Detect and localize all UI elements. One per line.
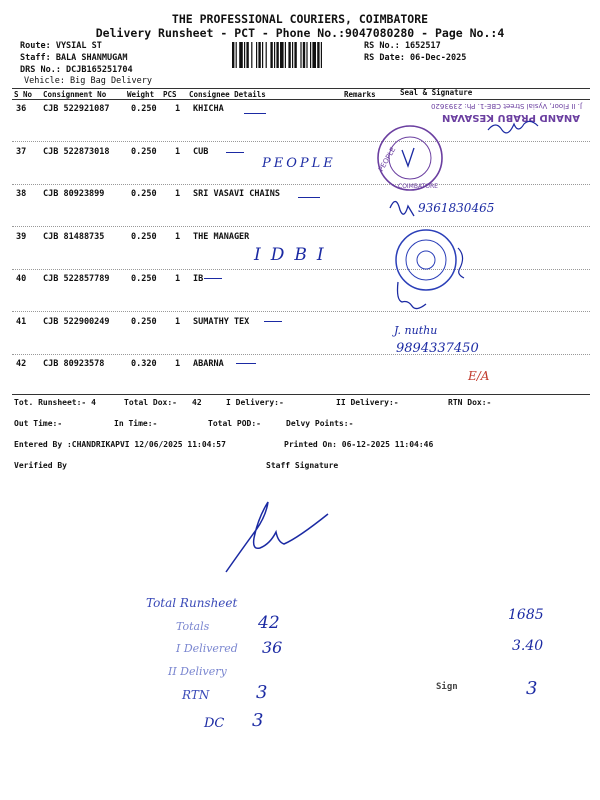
row-consignment: CJB 522921087	[43, 104, 110, 114]
row-weight: 0.250	[131, 189, 157, 199]
row-consignee: KHICHA	[193, 104, 224, 114]
row-pcs: 1	[175, 316, 181, 327]
barcode-bar	[239, 42, 243, 68]
row-weight: 0.250	[131, 104, 157, 114]
row-consignee: THE MANAGER	[193, 231, 250, 242]
row-consignee: ABARNA	[193, 359, 224, 369]
stamp-address-text: J. II Floor, Vysial Street CBE-1. Ph: 2393620	[431, 102, 582, 110]
barcode-bar	[300, 42, 301, 68]
col-seal: Seal & Signature	[400, 88, 473, 97]
company-title: THE PROFESSIONAL COURIERS, COIMBATORE	[171, 12, 429, 26]
delvy-points-label: Delvy Points:-	[286, 419, 354, 428]
row-sno: 42	[16, 359, 27, 369]
dash-row-38	[298, 197, 320, 198]
phone-row-38: 9361830465	[418, 201, 495, 215]
barcode-bar	[285, 42, 286, 68]
row-consignment: CJB 522857789	[43, 274, 110, 284]
barcode-bar	[303, 42, 305, 68]
summary-rtn-label: RTN	[182, 688, 210, 702]
barcode-bar	[274, 42, 275, 68]
handwriting-people: PEOPLE	[262, 156, 336, 171]
row-sno: 40	[16, 274, 27, 284]
row-consignment: CJB 80923578	[43, 359, 105, 369]
barcode-bar	[251, 42, 252, 68]
row-sno: 36	[16, 104, 27, 114]
dash-row-41	[264, 321, 282, 322]
barcode-image	[232, 42, 358, 68]
summary-right-top: 1685	[508, 607, 544, 623]
tot-runsheet: Tot. Runsheet:- 4	[14, 398, 96, 407]
barcode-bar	[288, 42, 290, 68]
summary-delivered-value: 36	[262, 638, 283, 657]
row-weight: 0.250	[131, 274, 157, 284]
row-consignee: SUMATHY TEX	[193, 316, 250, 327]
i-delivery-label: I Delivery:-	[226, 398, 284, 407]
row-sno: 38	[16, 189, 27, 199]
row-consignee: IB	[193, 274, 204, 284]
rtn-dox-label: RTN Dox:-	[448, 398, 492, 407]
row-pcs: 1	[175, 189, 181, 199]
row-pcs: 1	[175, 274, 181, 284]
barcode-bar	[246, 42, 248, 68]
barcode-bar	[294, 42, 296, 68]
ii-delivery-label: II Delivery:-	[336, 398, 399, 407]
barcode-bar	[321, 42, 322, 68]
summary-right-mid: 3.40	[512, 638, 544, 654]
route-label: Route: VYSIAL ST	[20, 41, 102, 51]
barcode-bar	[270, 42, 272, 68]
summary-rtn-value: 3	[256, 682, 268, 703]
barcode-bar	[258, 42, 260, 68]
rs-number: RS No.: 1652517	[364, 41, 441, 51]
barcode-bar	[262, 42, 263, 68]
row-consignment: CJB 80923899	[43, 189, 105, 199]
staff-label: Staff: BALA SHANMUGAM	[20, 53, 128, 63]
col-remarks: Remarks	[344, 90, 376, 99]
phone-row-41: 9894337450	[396, 341, 479, 356]
col-consignee: Consignee Details	[189, 90, 266, 99]
barcode-bar	[266, 42, 267, 68]
col-consignment: Consignment No	[43, 90, 107, 99]
row-pcs: 1	[175, 146, 181, 157]
summary-total-runsheet: Total Runsheet	[146, 596, 238, 610]
summary-dc-label: DC	[204, 716, 225, 731]
dash-row-40	[204, 278, 222, 279]
bank-stamp-icon	[396, 230, 456, 290]
entered-by: Entered By :CHANDRIKAPVI 12/06/2025 11:04:57	[14, 440, 226, 449]
summary-total-value: 42	[258, 613, 280, 633]
total-dox-label: Total Dox:-	[124, 398, 177, 407]
barcode-bar	[317, 42, 319, 68]
summary-ii-delivery-label: II Delivery	[168, 665, 227, 678]
dash-row-42	[236, 363, 256, 364]
printed-on: Printed On: 06-12-2025 11:04:46	[284, 440, 434, 449]
barcode-bar	[244, 42, 245, 68]
total-dox-value: 42	[192, 398, 202, 407]
barcode-bar	[232, 42, 234, 68]
row-weight: 0.250	[131, 316, 157, 327]
col-pcs: PCS	[163, 90, 177, 99]
mark-row-42: E/A	[468, 369, 490, 383]
stamp-name-text: ANAND PRABU KESAVAN	[441, 112, 580, 123]
row-consignment: CJB 522900249	[43, 316, 110, 327]
summary-delivered-label: I Delivered	[176, 642, 238, 655]
row-pcs: 1	[175, 359, 181, 369]
row-pcs: 1	[175, 231, 181, 242]
barcode-bar	[312, 42, 316, 68]
staff-signature-scribble	[222, 498, 342, 578]
stamp-people-text: PEOPLE	[377, 145, 398, 174]
seal-signature-ink	[368, 98, 590, 398]
row-weight: 0.250	[131, 231, 157, 242]
row-sno: 37	[16, 146, 27, 157]
dash-row-37	[226, 152, 244, 153]
row-pcs: 1	[175, 104, 181, 114]
barcode-bar	[292, 42, 293, 68]
row-consignment: CJB 522873018	[43, 146, 110, 157]
handwriting-idbi: IDBI	[254, 245, 334, 265]
signature-row-38	[390, 201, 414, 216]
name-row-41: J. nuthu	[394, 324, 438, 337]
dash-row-36	[244, 113, 266, 114]
summary-totals-label: Totals	[176, 620, 210, 633]
in-time-label: In Time:-	[114, 419, 158, 428]
col-sno: S No	[14, 90, 33, 99]
verified-by-label: Verified By	[14, 461, 67, 470]
row-weight: 0.250	[131, 146, 157, 157]
col-weight: Weight	[127, 90, 155, 99]
header-top-rule	[12, 88, 590, 89]
row-consignee: CUB	[193, 146, 209, 157]
vehicle-label: Vehicle: Big Bag Delivery	[24, 76, 152, 86]
summary-right-sign: Sign	[436, 682, 458, 692]
barcode-bar	[280, 42, 284, 68]
barcode-bar	[256, 42, 257, 68]
barcode-bar	[236, 42, 237, 68]
summary-dc-value: 3	[252, 710, 264, 731]
row-sno: 39	[16, 231, 27, 242]
row-consignment: CJB 81488735	[43, 231, 105, 242]
out-time-label: Out Time:-	[14, 419, 63, 428]
stamp-coimbatore-text: COIMBATORE	[398, 183, 438, 190]
row-consignee: SRI VASAVI CHAINS	[193, 189, 280, 199]
runsheet-subtitle: Delivery Runsheet - PCT - Phone No.:9047080280 - Page No.:4	[95, 26, 505, 40]
row-weight: 0.320	[131, 359, 157, 369]
drs-number: DRS No.: DCJB165251704	[20, 65, 133, 75]
summary-right-value: 3	[526, 678, 538, 699]
barcode-bar	[306, 42, 307, 68]
total-pod-label: Total POD:-	[208, 419, 261, 428]
staff-signature-label: Staff Signature	[266, 461, 339, 470]
barcode-bar	[310, 42, 311, 68]
barcode-bar	[276, 42, 278, 68]
rs-date: RS Date: 06-Dec-2025	[364, 53, 467, 63]
row-sno: 41	[16, 316, 27, 327]
